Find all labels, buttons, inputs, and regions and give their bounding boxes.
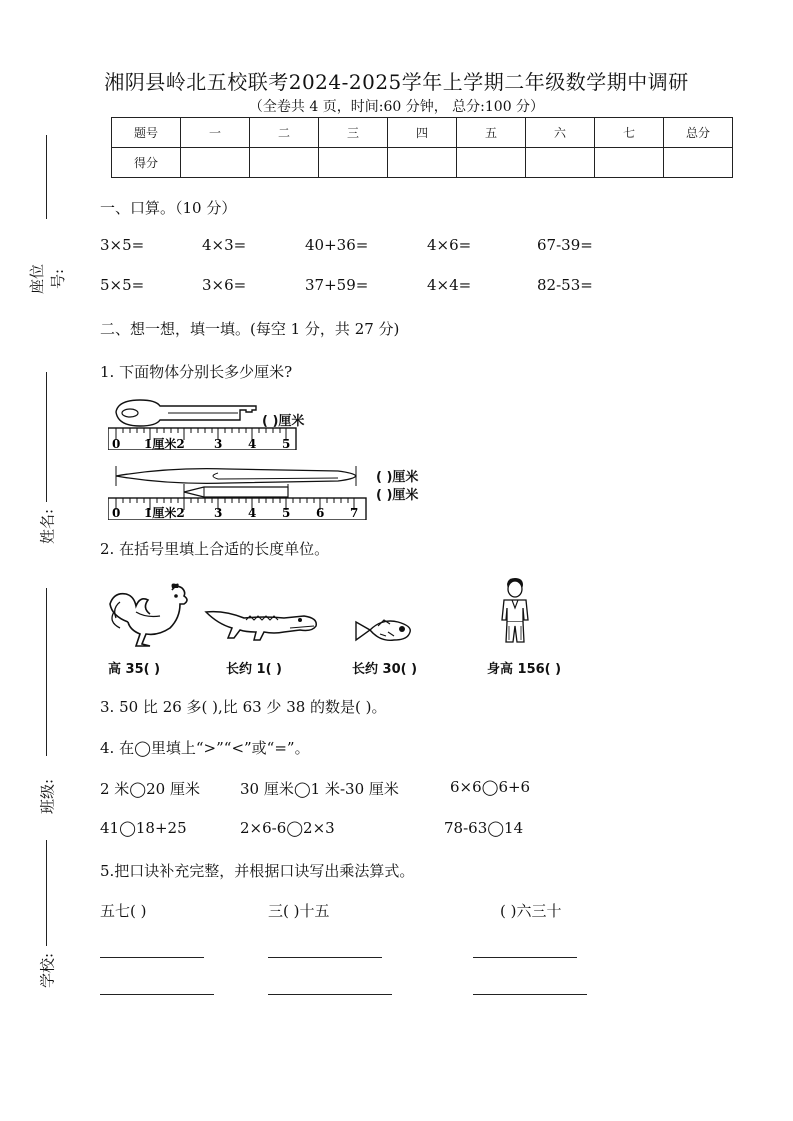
ruler-tick-label: 7 — [350, 506, 359, 520]
rhyme-item[interactable]: 五七( ) — [100, 902, 147, 920]
question-1-text: 1. 下面物体分别长多少厘米? — [100, 363, 293, 381]
compare-item[interactable]: 6×6◯6+6 — [450, 778, 531, 796]
oral-item: 5×5= — [100, 276, 145, 294]
score-cell[interactable] — [664, 148, 733, 178]
compare-item[interactable]: 78-63◯14 — [444, 819, 524, 837]
question-4-text: 4. 在◯里填上“>”“<”或“=”。 — [100, 739, 310, 757]
score-cell[interactable] — [595, 148, 664, 178]
compare-item[interactable]: 41◯18+25 — [100, 819, 187, 837]
binding-line — [46, 840, 47, 946]
binding-line — [46, 372, 47, 502]
compare-item[interactable]: 2 米◯20 厘米 — [100, 780, 200, 798]
section-one-title: 一、口算。（10 分） — [100, 199, 237, 217]
compare-item[interactable]: 2×6-6◯2×3 — [240, 819, 335, 837]
answer-blank-pencil[interactable]: ( )厘米 — [376, 488, 419, 503]
brush-icon — [116, 466, 356, 486]
school-label: 学校: — [38, 952, 57, 989]
ruler-tick-label: 5 — [282, 506, 291, 520]
ruler-tick-label: 4 — [248, 506, 257, 520]
question-3-text: 3. 50 比 26 多( ),比 63 少 38 的数是( )。 — [100, 698, 387, 716]
ruler-tick-label: 3 — [214, 437, 223, 450]
crocodile-length-blank[interactable]: 长约 1( ) — [226, 662, 282, 677]
oral-item: 40+36= — [305, 236, 369, 254]
ruler-tick-label: 3 — [214, 506, 223, 520]
boy-icon — [498, 578, 532, 646]
binding-line — [46, 135, 47, 219]
answer-line[interactable] — [473, 994, 587, 995]
fish-length-blank[interactable]: 长约 30( ) — [352, 662, 418, 677]
answer-blank-key[interactable]: ( )厘米 — [262, 414, 305, 429]
score-cell[interactable] — [526, 148, 595, 178]
rooster-icon — [106, 582, 190, 648]
name-label: 姓名: — [38, 508, 57, 545]
page-title: 湘阴县岭北五校联考2024-2025学年上学期二年级数学期中调研 — [104, 70, 689, 94]
class-label: 班级: — [38, 778, 57, 815]
boy-height-blank[interactable]: 身高 156( ) — [487, 662, 562, 677]
table-header-cell: 六 — [526, 118, 595, 148]
oral-item: 37+59= — [305, 276, 369, 294]
answer-blank-brush[interactable]: ( )厘米 — [376, 470, 419, 485]
answer-line[interactable] — [473, 957, 577, 958]
answer-line[interactable] — [268, 994, 392, 995]
oral-item: 4×4= — [427, 276, 472, 294]
table-header-cell: 七 — [595, 118, 664, 148]
score-cell[interactable] — [181, 148, 250, 178]
ruler-tick-label: 0 — [112, 437, 121, 450]
table-row-label: 得分 — [112, 148, 181, 178]
answer-line[interactable] — [268, 957, 382, 958]
table-header-cell: 三 — [319, 118, 388, 148]
crocodile-icon — [204, 604, 320, 644]
rhyme-item[interactable]: 三( )十五 — [268, 902, 330, 920]
score-cell[interactable] — [457, 148, 526, 178]
table-header-cell: 四 — [388, 118, 457, 148]
score-table-header-row — [112, 118, 733, 148]
fish-icon — [354, 616, 414, 646]
answer-line[interactable] — [100, 957, 204, 958]
question-2-text: 2. 在括号里填上合适的长度单位。 — [100, 540, 330, 558]
score-cell[interactable] — [250, 148, 319, 178]
oral-item: 4×6= — [427, 236, 472, 254]
answer-line[interactable] — [100, 994, 214, 995]
table-header-cell: 二 — [250, 118, 319, 148]
oral-item: 82-53= — [537, 276, 593, 294]
rhyme-item[interactable]: ( )六三十 — [500, 902, 562, 920]
ruler-tick-label: 6 — [316, 506, 325, 520]
table-header-cell: 总分 — [664, 118, 733, 148]
score-table-score-row — [112, 148, 733, 178]
oral-item: 67-39= — [537, 236, 593, 254]
ruler-body — [108, 428, 296, 450]
ruler-tick-label: 4 — [248, 437, 257, 450]
key-icon — [116, 400, 256, 426]
oral-item: 3×6= — [202, 276, 247, 294]
score-cell[interactable] — [319, 148, 388, 178]
oral-item: 3×5= — [100, 236, 145, 254]
binding-line — [46, 588, 47, 756]
rooster-height-blank[interactable]: 高 35( ) — [108, 662, 161, 677]
ruler-tick-label: 5 — [282, 437, 291, 450]
page-subtitle: （全卷共 4 页，时间:60 分钟， 总分:100 分） — [248, 99, 545, 115]
table-header-cell: 题号 — [112, 118, 181, 148]
table-header-cell: 五 — [457, 118, 526, 148]
seat-label: 座位号: — [28, 264, 67, 295]
question-5-text: 5.把口诀补充完整，并根据口诀写出乘法算式。 — [100, 862, 415, 880]
ruler-tick-label: 1厘米2 — [144, 506, 185, 520]
ruler-tick-label: 0 — [112, 506, 121, 520]
pen-ruler-figure — [108, 464, 370, 520]
table-header-cell: 一 — [181, 118, 250, 148]
score-cell[interactable] — [388, 148, 457, 178]
score-table — [111, 117, 733, 178]
ruler-tick-label: 1厘米2 — [144, 437, 185, 450]
oral-item: 4×3= — [202, 236, 247, 254]
section-two-title: 二、想一想，填一填。(每空 1 分，共 27 分) — [100, 320, 400, 338]
compare-item[interactable]: 30 厘米◯1 米-30 厘米 — [240, 780, 399, 798]
